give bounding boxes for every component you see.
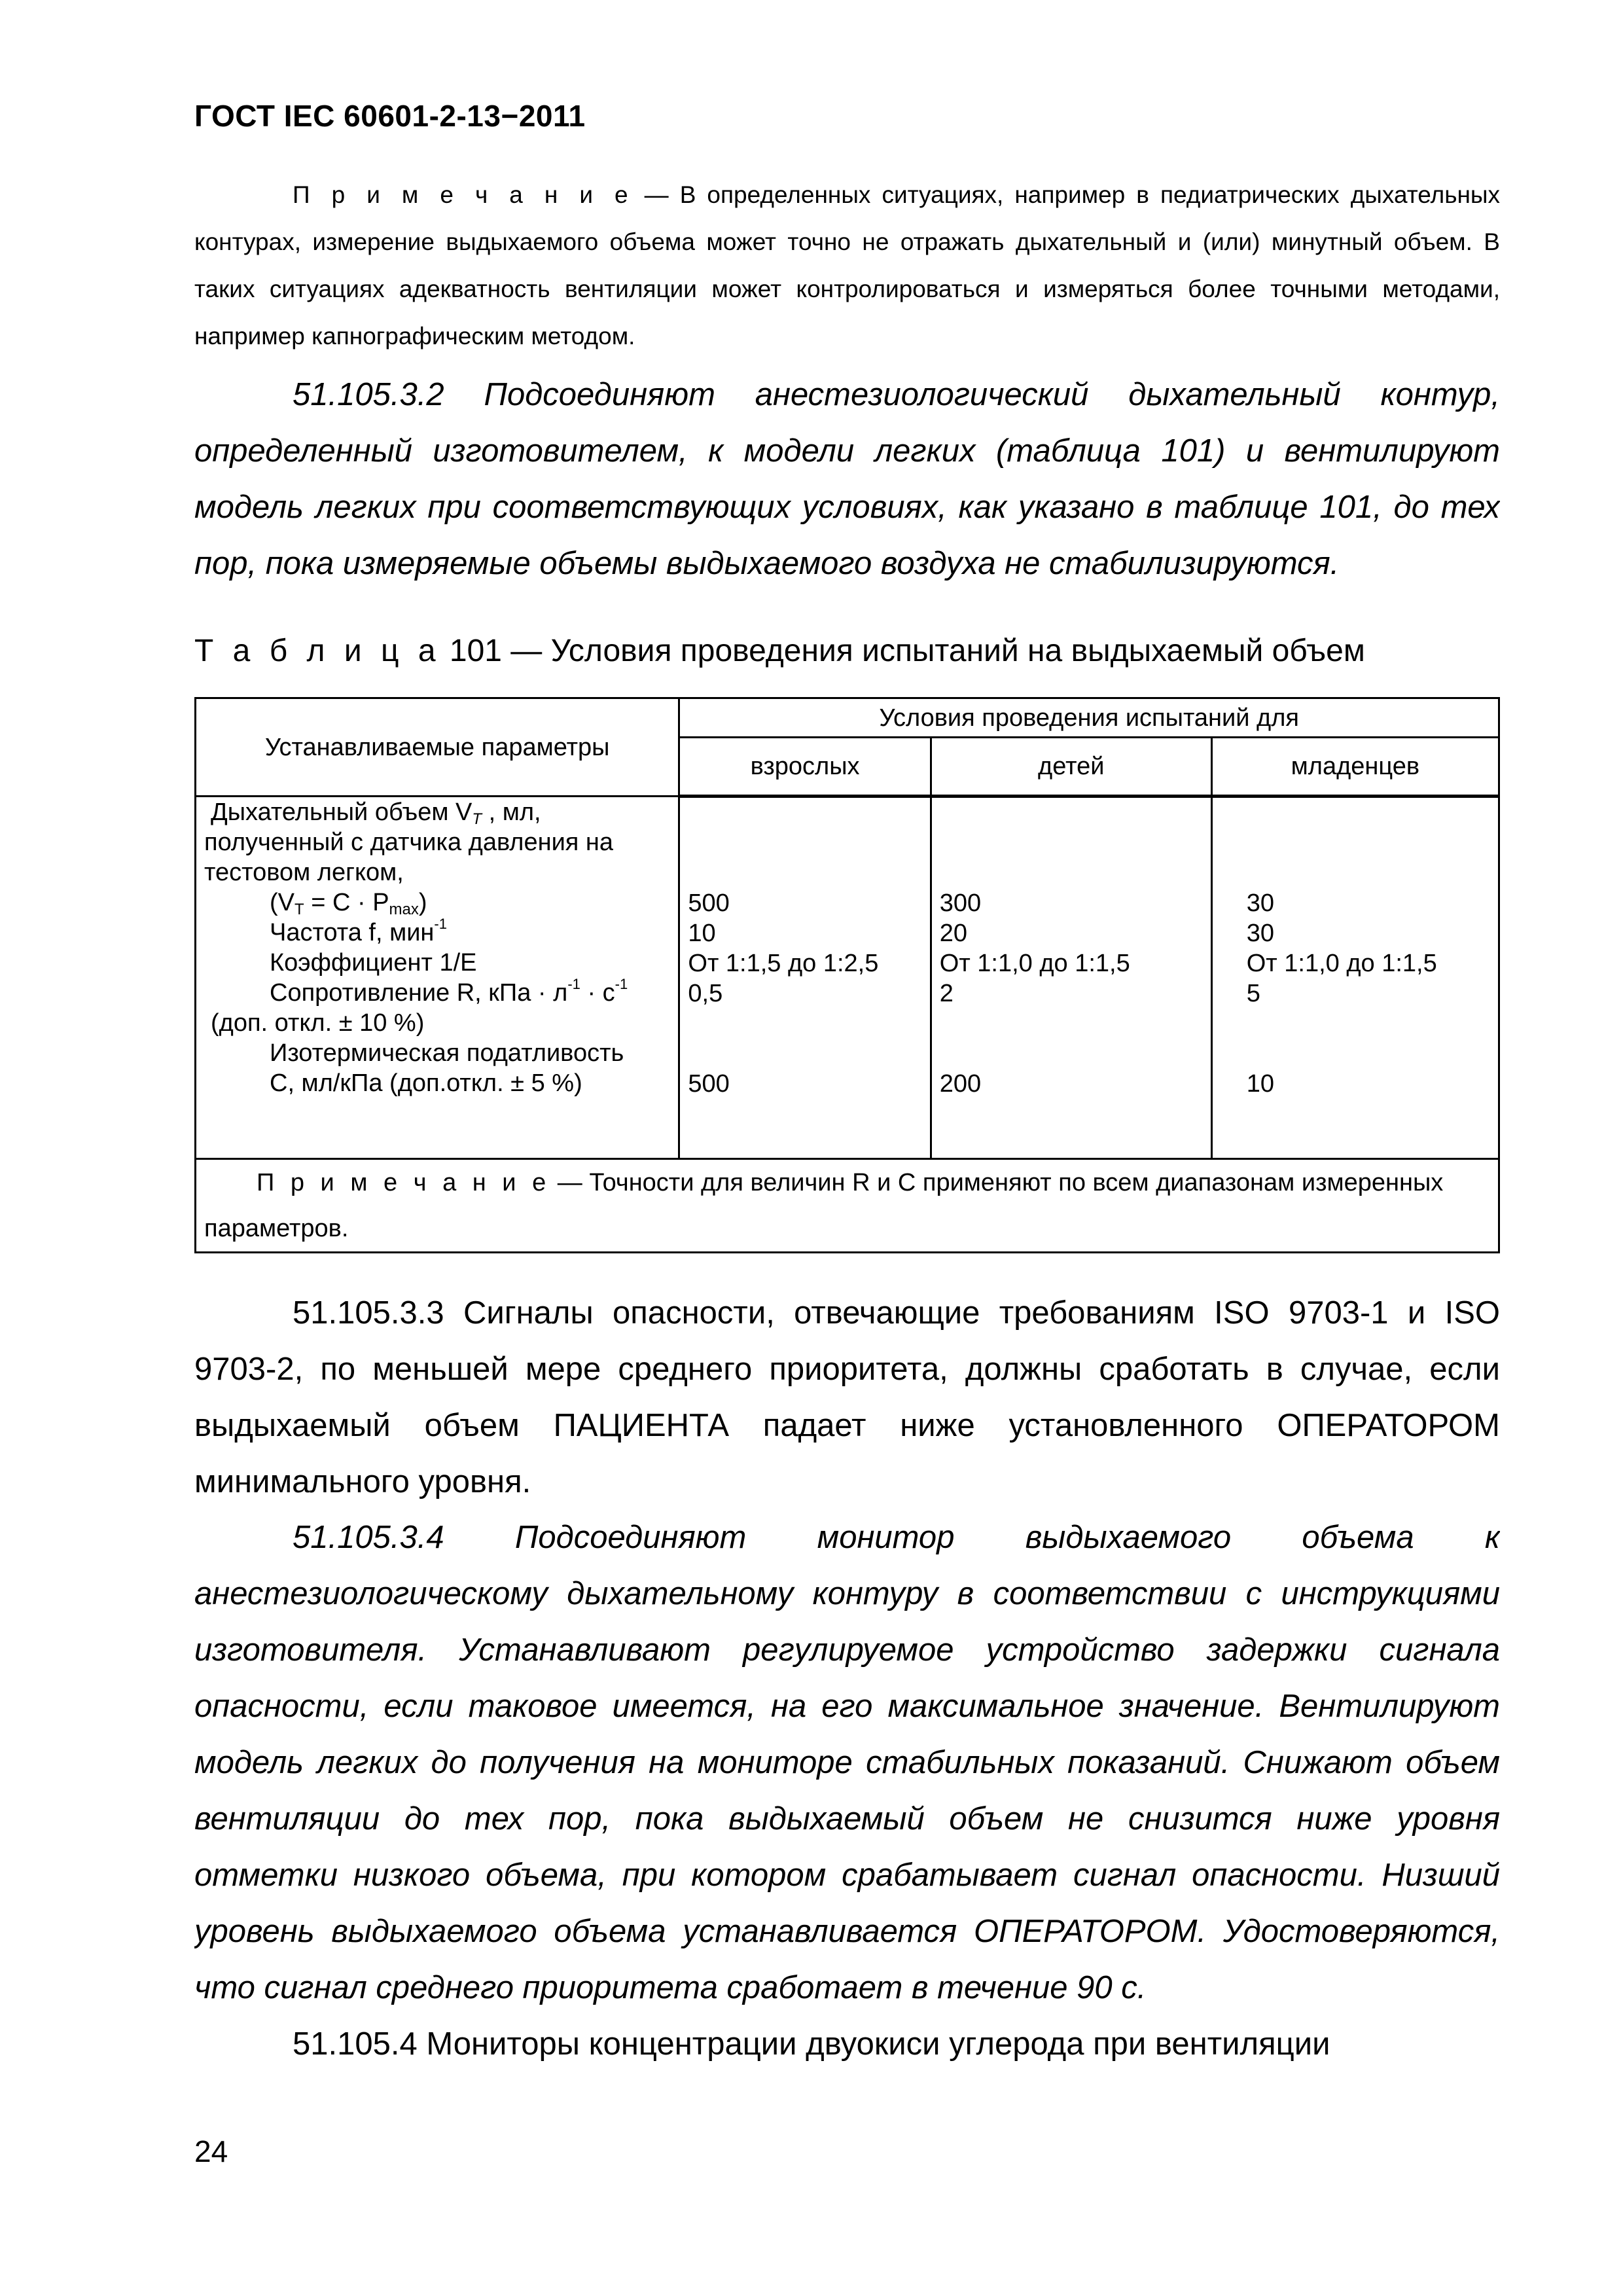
param-sup: -1 (615, 976, 628, 992)
value-ie: От 1:1,0 до 1:1,5 (939, 950, 1130, 977)
value-resistance: 5 (1246, 980, 1260, 1007)
table-caption-label: Т а б л и ц а (194, 634, 441, 668)
children-cell (931, 797, 1211, 1159)
param-text: = C · P (304, 889, 389, 916)
value-compliance: 10 (1246, 1070, 1275, 1098)
param-text: · с (580, 979, 615, 1007)
table-101 (194, 697, 1500, 1253)
paragraph-line: что сигнал среднего приоритета сработает в течение 90 с. (194, 1970, 1147, 2005)
paragraph-line: отметки низкого объема, при котором срабатывает сигнал опасности. Низший (194, 1857, 1500, 1893)
param-text: Дыхательный объем V (211, 798, 473, 826)
param-text: C, мл/кПа (доп.откл. ± 5 %) (270, 1069, 582, 1097)
param-sup: -1 (567, 976, 580, 992)
paragraph-line: 9703-2, по меньшей мере среднего приоритета, должны сработать в случае, если (194, 1352, 1500, 1387)
header-params: Устанавливаемые параметры (196, 698, 679, 797)
value-compliance: 500 (688, 1070, 730, 1098)
note-text: — В определенных ситуациях, например в педиатрических дыхательных контурах, измерение выдыхаемого объема может точно не отражать дыхательный и (или) минутный объем. В таких ситуациях адекватность вентиляции может контролироваться и измеряться более точными методами, например капнографическим методом. (194, 181, 1500, 350)
paragraph-line: минимального уровня. (194, 1464, 531, 1499)
header-adults: взрослых (679, 738, 931, 797)
params-cell (196, 797, 679, 1159)
param-text: Коэффициент 1/E (270, 949, 477, 977)
note-paragraph (194, 171, 1500, 360)
table-note-text: — Точности для величин R и C применяют по всем диапазонам измеренных параметров. (204, 1169, 1444, 1242)
param-text: тестовом легком, (204, 859, 404, 886)
paragraph-line: анестезиологическому дыхательному контуру в соответствии с инструкциями (194, 1576, 1500, 1611)
table-row (196, 797, 1499, 1159)
infants-cell (1211, 797, 1499, 1159)
value-resistance: 0,5 (688, 980, 723, 1007)
param-text: , мл, (482, 798, 541, 826)
header-infants: младенцев (1211, 738, 1499, 797)
paragraph-line: 51.105.3.3 Сигналы опасности, отвечающие требованиям ISO 9703-1 и ISO (293, 1295, 1500, 1331)
paragraph-51-105-3-3 (194, 1285, 1500, 1510)
table-note-row (196, 1159, 1499, 1253)
value-vt: 30 (1246, 889, 1275, 917)
param-text: полученный с датчика давления на (204, 829, 614, 856)
paragraph-line: 51.105.3.2 Подсоединяют анестезиологический дыхательный контур, (293, 377, 1500, 412)
table-note (196, 1159, 1499, 1253)
table-note-label: П р и м е ч а н и е (257, 1169, 551, 1196)
paragraph-line: опасности, если таковое имеется, на его максимальное значение. Вентилируют (194, 1689, 1500, 1724)
paragraph-line: выдыхаемый объем ПАЦИЕНТА падает ниже установленного ОПЕРАТОРОМ (194, 1408, 1500, 1443)
table-caption-text: 101 — Условия проведения испытаний на выдыхаемый объем (440, 634, 1365, 668)
paragraph-51-105-3-4 (194, 1509, 1500, 2016)
heading-51-105-4 (194, 2016, 1500, 2072)
paragraph-line: 51.105.3.4 Подсоединяют монитор выдыхаемого объема к (293, 1520, 1500, 1555)
paragraph-line: пор, пока измеряемые объемы выдыхаемого воздуха не стабилизируются. (194, 546, 1340, 581)
value-freq: 10 (688, 920, 716, 947)
param-text: (V (270, 889, 294, 916)
note-label: П р и м е ч а н и е (293, 181, 633, 208)
param-sup: -1 (434, 916, 447, 932)
section-heading: 51.105.4 Мониторы концентрации двуокиси углерода при вентиляции (293, 2026, 1330, 2062)
param-text: Изотермическая податливость (270, 1039, 624, 1067)
paragraph-line: модель легких до получения на мониторе стабильных показаний. Снижают объем (194, 1745, 1500, 1780)
value-vt: 500 (688, 889, 730, 917)
value-freq: 20 (939, 920, 968, 947)
value-compliance: 200 (939, 1070, 982, 1098)
paragraph-line: модель легких при соответствующих условиях, как указано в таблице 101, до тех (194, 490, 1500, 525)
header-children: детей (931, 738, 1211, 797)
adults-cell (679, 797, 931, 1159)
header-conditions: Условия проведения испытаний для (679, 698, 1499, 738)
value-freq: 30 (1246, 920, 1275, 947)
paragraph-line: определенный изготовителем, к модели легких (таблица 101) и вентилируют (194, 433, 1500, 469)
value-resistance: 2 (939, 980, 954, 1007)
paragraph-51-105-3-2 (194, 367, 1500, 592)
value-ie: От 1:1,5 до 1:2,5 (688, 950, 879, 977)
param-text: Сопротивление R, кПа · л (270, 979, 568, 1007)
param-text: ) (418, 889, 427, 916)
param-sub: T (294, 901, 304, 918)
paragraph-line: вентиляции до тех пор, пока выдыхаемый объем не снизится ниже уровня (194, 1801, 1500, 1837)
paragraph-line: изготовителя. Устанавливают регулируемое устройство задержки сигнала (194, 1632, 1500, 1668)
value-vt: 300 (939, 889, 982, 917)
param-sub: T (472, 810, 482, 828)
paragraph-line: уровень выдыхаемого объема устанавливается ОПЕРАТОРОМ. Удостоверяются, (194, 1914, 1500, 1949)
value-ie: От 1:1,0 до 1:1,5 (1246, 950, 1437, 977)
param-sub: max (389, 901, 419, 918)
page-number: 24 (194, 2134, 228, 2168)
table-caption (194, 633, 1365, 669)
param-text: Частота f, мин (270, 919, 435, 946)
param-text: (доп. откл. ± 10 %) (211, 1009, 425, 1037)
document-header: ГОСТ IEC 60601-2-13−2011 (194, 99, 586, 133)
